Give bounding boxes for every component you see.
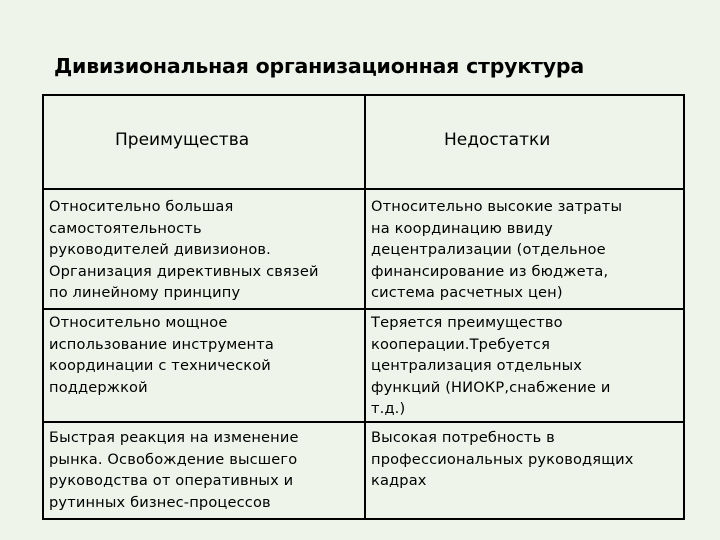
row-3-disadvantage: Высокая потребность в профессиональных руководящих кадрах [371,429,634,489]
comparison-table [42,94,685,520]
row-2-advantage: Относительно мощное использование инструмента координации с технической поддержкой [49,314,274,396]
row-1-advantage: Относительно большая самостоятельность руководителей дивизионов. Организация директивных связей по линейному принципу [49,198,319,301]
row-divider [44,308,683,310]
header-advantages: Преимущества [115,130,250,150]
header-disadvantages: Недостатки [444,130,551,150]
row-2-disadvantage: Теряется преимущество кооперации.Требуется централизация отдельных функций (НИОКР,снабжение и т.д.) [371,314,611,417]
slide-title: Дивизиональная организационная структура [54,54,585,78]
row-1-disadvantage: Относительно высокие затраты на координацию ввиду децентрализации (отдельное финансирование из бюджета, система расчетных цен) [371,198,623,301]
row-divider [44,421,683,423]
row-3-advantage: Быстрая реакция на изменение рынка. Освобождение высшего руководства от оперативных и рутинных бизнес-процессов [49,429,299,511]
table-header-row [44,96,683,190]
